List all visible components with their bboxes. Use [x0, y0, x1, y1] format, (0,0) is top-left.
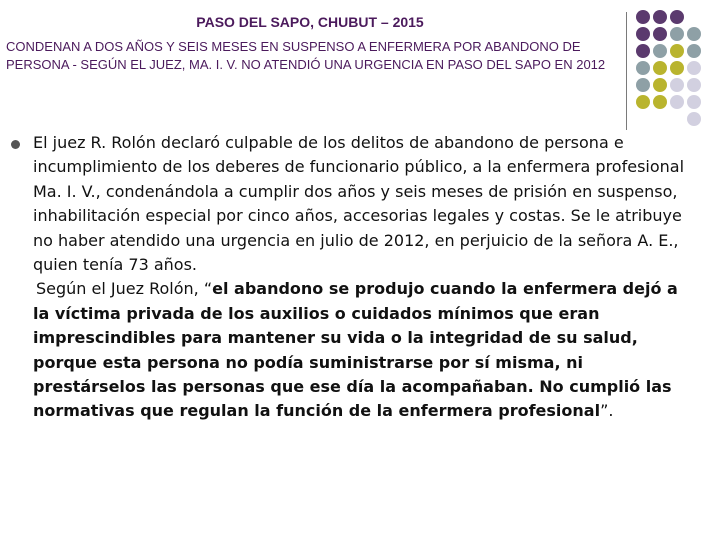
decorative-dot [653, 78, 667, 92]
decorative-dot [670, 27, 684, 41]
judge-quote [33, 277, 697, 423]
decorative-dot [653, 10, 667, 24]
decorative-dot [636, 95, 650, 109]
slide-body [33, 131, 697, 424]
decorative-dot [670, 112, 684, 126]
decorative-dot [653, 95, 667, 109]
quote-intro: Según el Juez Rolón, “ [36, 279, 213, 299]
slide-title: PASO DEL SAPO, CHUBUT – 2015 [196, 14, 424, 30]
decorative-dot [687, 44, 701, 58]
decorative-dot [636, 112, 650, 126]
decorative-dot [687, 10, 701, 24]
decorative-dot [687, 61, 701, 75]
decorative-dot [653, 112, 667, 126]
quote-text: el abandono se produjo cuando la enfermera dejó a la víctima privada de los auxilios o cuidados mínimos que eran imprescindibles para mantener su vida o la integridad de su salud, porque esta persona no podía suministrarse por sí misma, ni prestárselos las personas que ese día la acompañaban. No cumplió las normativas que regulan la función de la enfermera profesional [33, 279, 678, 421]
decorative-dot [687, 78, 701, 92]
decorative-divider [626, 12, 627, 130]
decorative-dot [636, 27, 650, 41]
body-paragraph: El juez R. Rolón declaró culpable de los delitos de abandono de persona e incumplimiento de los deberes de funcionario público, a la enfermera profesional Ma. I. V., condenándola a cumplir dos años y seis meses de prisión en suspenso, inhabilitación especial por cinco años, accesorias legales y costas. Se le atribuye no haber atendido una urgencia en julio de 2012, en perjuicio de la señora A. E., quien tenía 73 años. [33, 133, 685, 275]
decorative-dot [636, 78, 650, 92]
decorative-dot [670, 78, 684, 92]
decorative-dot [687, 112, 701, 126]
decorative-dot [687, 95, 701, 109]
decorative-dot [670, 61, 684, 75]
decorative-dot [636, 44, 650, 58]
decorative-dot [670, 95, 684, 109]
decorative-dot [636, 10, 650, 24]
decorative-dot [653, 44, 667, 58]
decorative-dot [636, 61, 650, 75]
decorative-dot-grid [636, 10, 701, 126]
slide-subtitle: CONDENAN A DOS AÑOS Y SEIS MESES EN SUSPENSO A ENFERMERA POR ABANDONO DE PERSONA - SEGÚN EL JUEZ, MA. I. V. NO ATENDIÓ UNA URGENCIA EN PASO DEL SAPO EN 2012 [6, 39, 606, 72]
decorative-dot [670, 44, 684, 58]
decorative-dot [653, 61, 667, 75]
decorative-dot [653, 27, 667, 41]
decorative-dot [670, 10, 684, 24]
quote-end: ”. [600, 401, 614, 421]
decorative-dot [687, 27, 701, 41]
bullet-icon [11, 140, 20, 149]
